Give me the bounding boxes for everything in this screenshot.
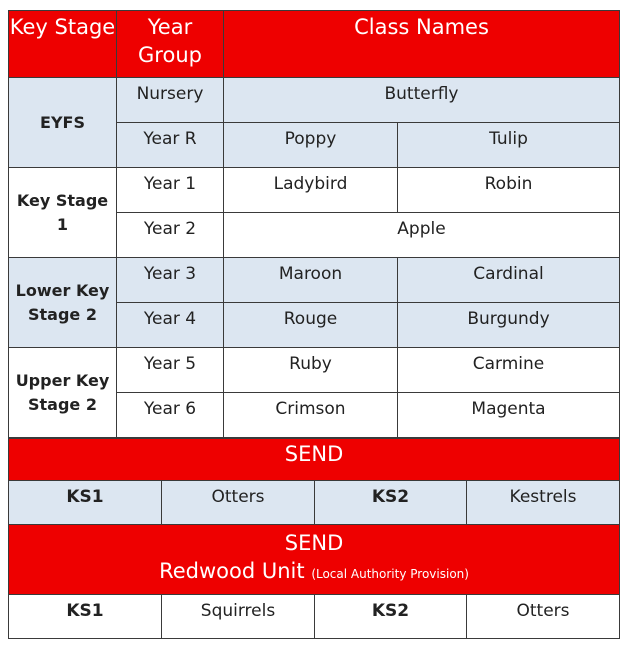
table-row	[9, 595, 620, 639]
send-redwood-title: SEND	[284, 531, 344, 555]
table-row	[9, 168, 620, 213]
class-cell: Maroon	[224, 258, 398, 303]
class-cell: Otters	[162, 481, 315, 525]
ks2-label: KS2	[315, 595, 467, 639]
class-cell: Burgundy	[398, 303, 620, 348]
main-table	[8, 10, 620, 438]
class-cell: Kestrels	[467, 481, 620, 525]
table-row	[9, 78, 620, 123]
table-row	[9, 481, 620, 525]
key-stage-cell: Lower Key Stage 2	[9, 258, 117, 348]
year-group-header: Year Group	[117, 11, 224, 78]
class-cell: Carmine	[398, 348, 620, 393]
send-title: SEND	[9, 439, 620, 481]
class-cell: Otters	[467, 595, 620, 639]
class-names-header: Class Names	[224, 11, 620, 78]
class-cell: Apple	[224, 213, 620, 258]
ks1-label: KS1	[9, 481, 162, 525]
send-redwood-header-row	[9, 525, 620, 595]
year-cell: Year 4	[117, 303, 224, 348]
header-row	[9, 11, 620, 78]
class-cell: Cardinal	[398, 258, 620, 303]
year-cell: Year 2	[117, 213, 224, 258]
year-cell: Year 3	[117, 258, 224, 303]
year-cell: Year 1	[117, 168, 224, 213]
table-row	[9, 258, 620, 303]
redwood-unit-note: (Local Authority Provision)	[311, 567, 469, 581]
class-cell: Rouge	[224, 303, 398, 348]
ks1-label: KS1	[9, 595, 162, 639]
class-cell: Poppy	[224, 123, 398, 168]
class-cell: Ruby	[224, 348, 398, 393]
key-stage-header: Key Stage	[9, 11, 117, 78]
class-cell: Squirrels	[162, 595, 315, 639]
ks2-label: KS2	[315, 481, 467, 525]
redwood-unit-line	[9, 557, 619, 588]
class-cell: Tulip	[398, 123, 620, 168]
year-cell: Year R	[117, 123, 224, 168]
class-cell: Robin	[398, 168, 620, 213]
class-cell: Magenta	[398, 393, 620, 438]
year-cell: Year 6	[117, 393, 224, 438]
send-table	[8, 438, 620, 639]
class-cell: Ladybird	[224, 168, 398, 213]
key-stage-cell: EYFS	[9, 78, 117, 168]
year-cell: Nursery	[117, 78, 224, 123]
year-cell: Year 5	[117, 348, 224, 393]
send-header-row	[9, 439, 620, 481]
redwood-unit-name: Redwood Unit	[159, 559, 305, 583]
send-redwood-cell	[9, 525, 620, 595]
class-cell: Butterfly	[224, 78, 620, 123]
table-row	[9, 348, 620, 393]
class-cell: Crimson	[224, 393, 398, 438]
key-stage-cell: Key Stage 1	[9, 168, 117, 258]
class-names-table	[8, 10, 619, 639]
key-stage-cell: Upper Key Stage 2	[9, 348, 117, 438]
